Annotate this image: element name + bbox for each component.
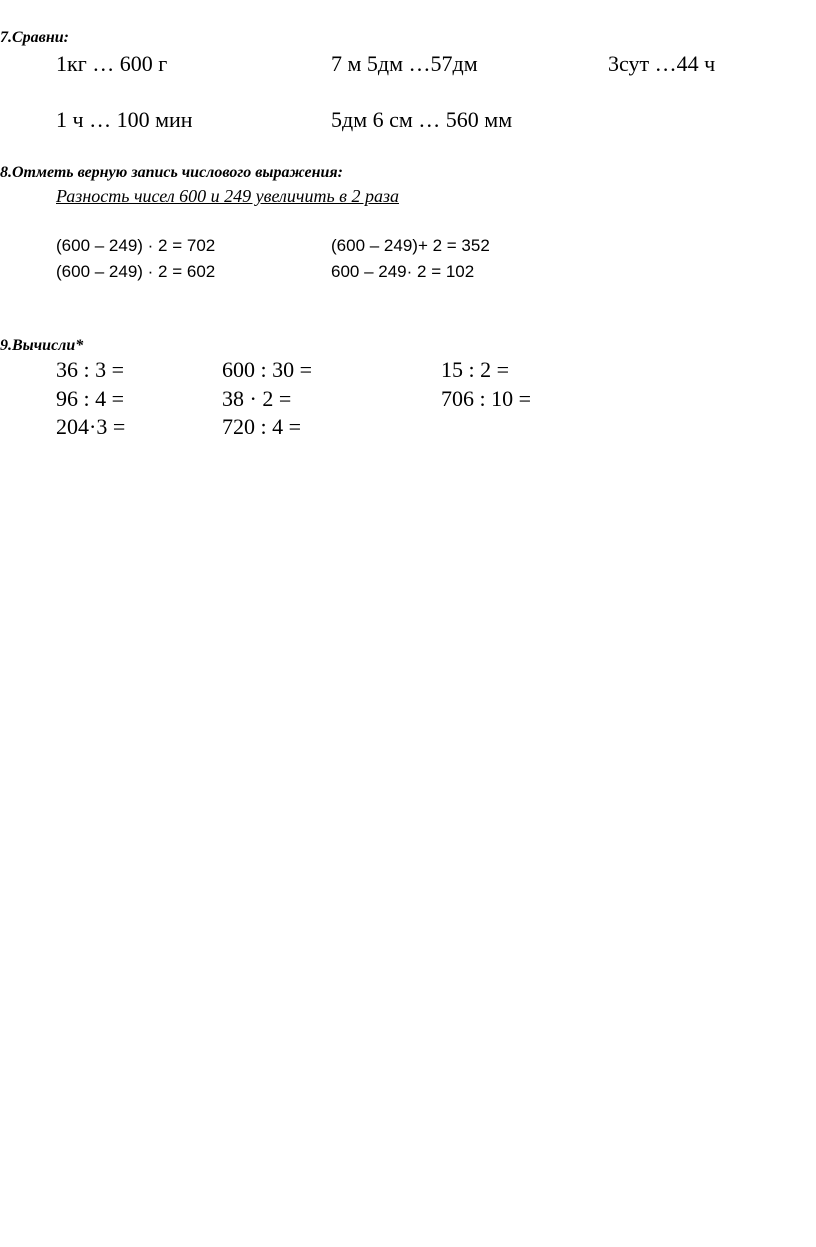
compare-item: 3сут …44 ч xyxy=(608,51,716,76)
compare-item: 5дм 6 см … 560 мм xyxy=(331,107,513,132)
calc-item: 600 : 30 = xyxy=(222,357,313,382)
compare-item: 7 м 5дм …57дм xyxy=(331,51,478,76)
calc-item: 15 : 2 = xyxy=(441,357,510,382)
section-8-task: Разность чисел 600 и 249 увеличить в 2 раза xyxy=(56,186,399,206)
compare-item: 1кг … 600 г xyxy=(56,51,168,76)
expression-option: (600 – 249)+ 2 = 352 xyxy=(331,236,490,255)
calc-item: 96 : 4 = xyxy=(56,386,125,411)
calc-item: 38 · 2 = xyxy=(222,386,292,411)
calc-item: 706 : 10 = xyxy=(441,386,532,411)
section-7-heading: 7.Сравни: xyxy=(0,29,69,46)
calc-item: 204·3 = xyxy=(56,414,126,439)
calc-item: 720 : 4 = xyxy=(222,414,302,439)
expression-option: (600 – 249) · 2 = 702 xyxy=(56,236,216,255)
expression-option: (600 – 249) · 2 = 602 xyxy=(56,262,216,281)
compare-item: 1 ч … 100 мин xyxy=(56,107,193,132)
expression-option: 600 – 249· 2 = 102 xyxy=(331,262,475,281)
calc-item: 36 : 3 = xyxy=(56,357,125,382)
section-9-heading: 9.Вычисли* xyxy=(0,337,84,354)
section-8-heading: 8.Отметь верную запись числового выражения: xyxy=(0,164,343,181)
